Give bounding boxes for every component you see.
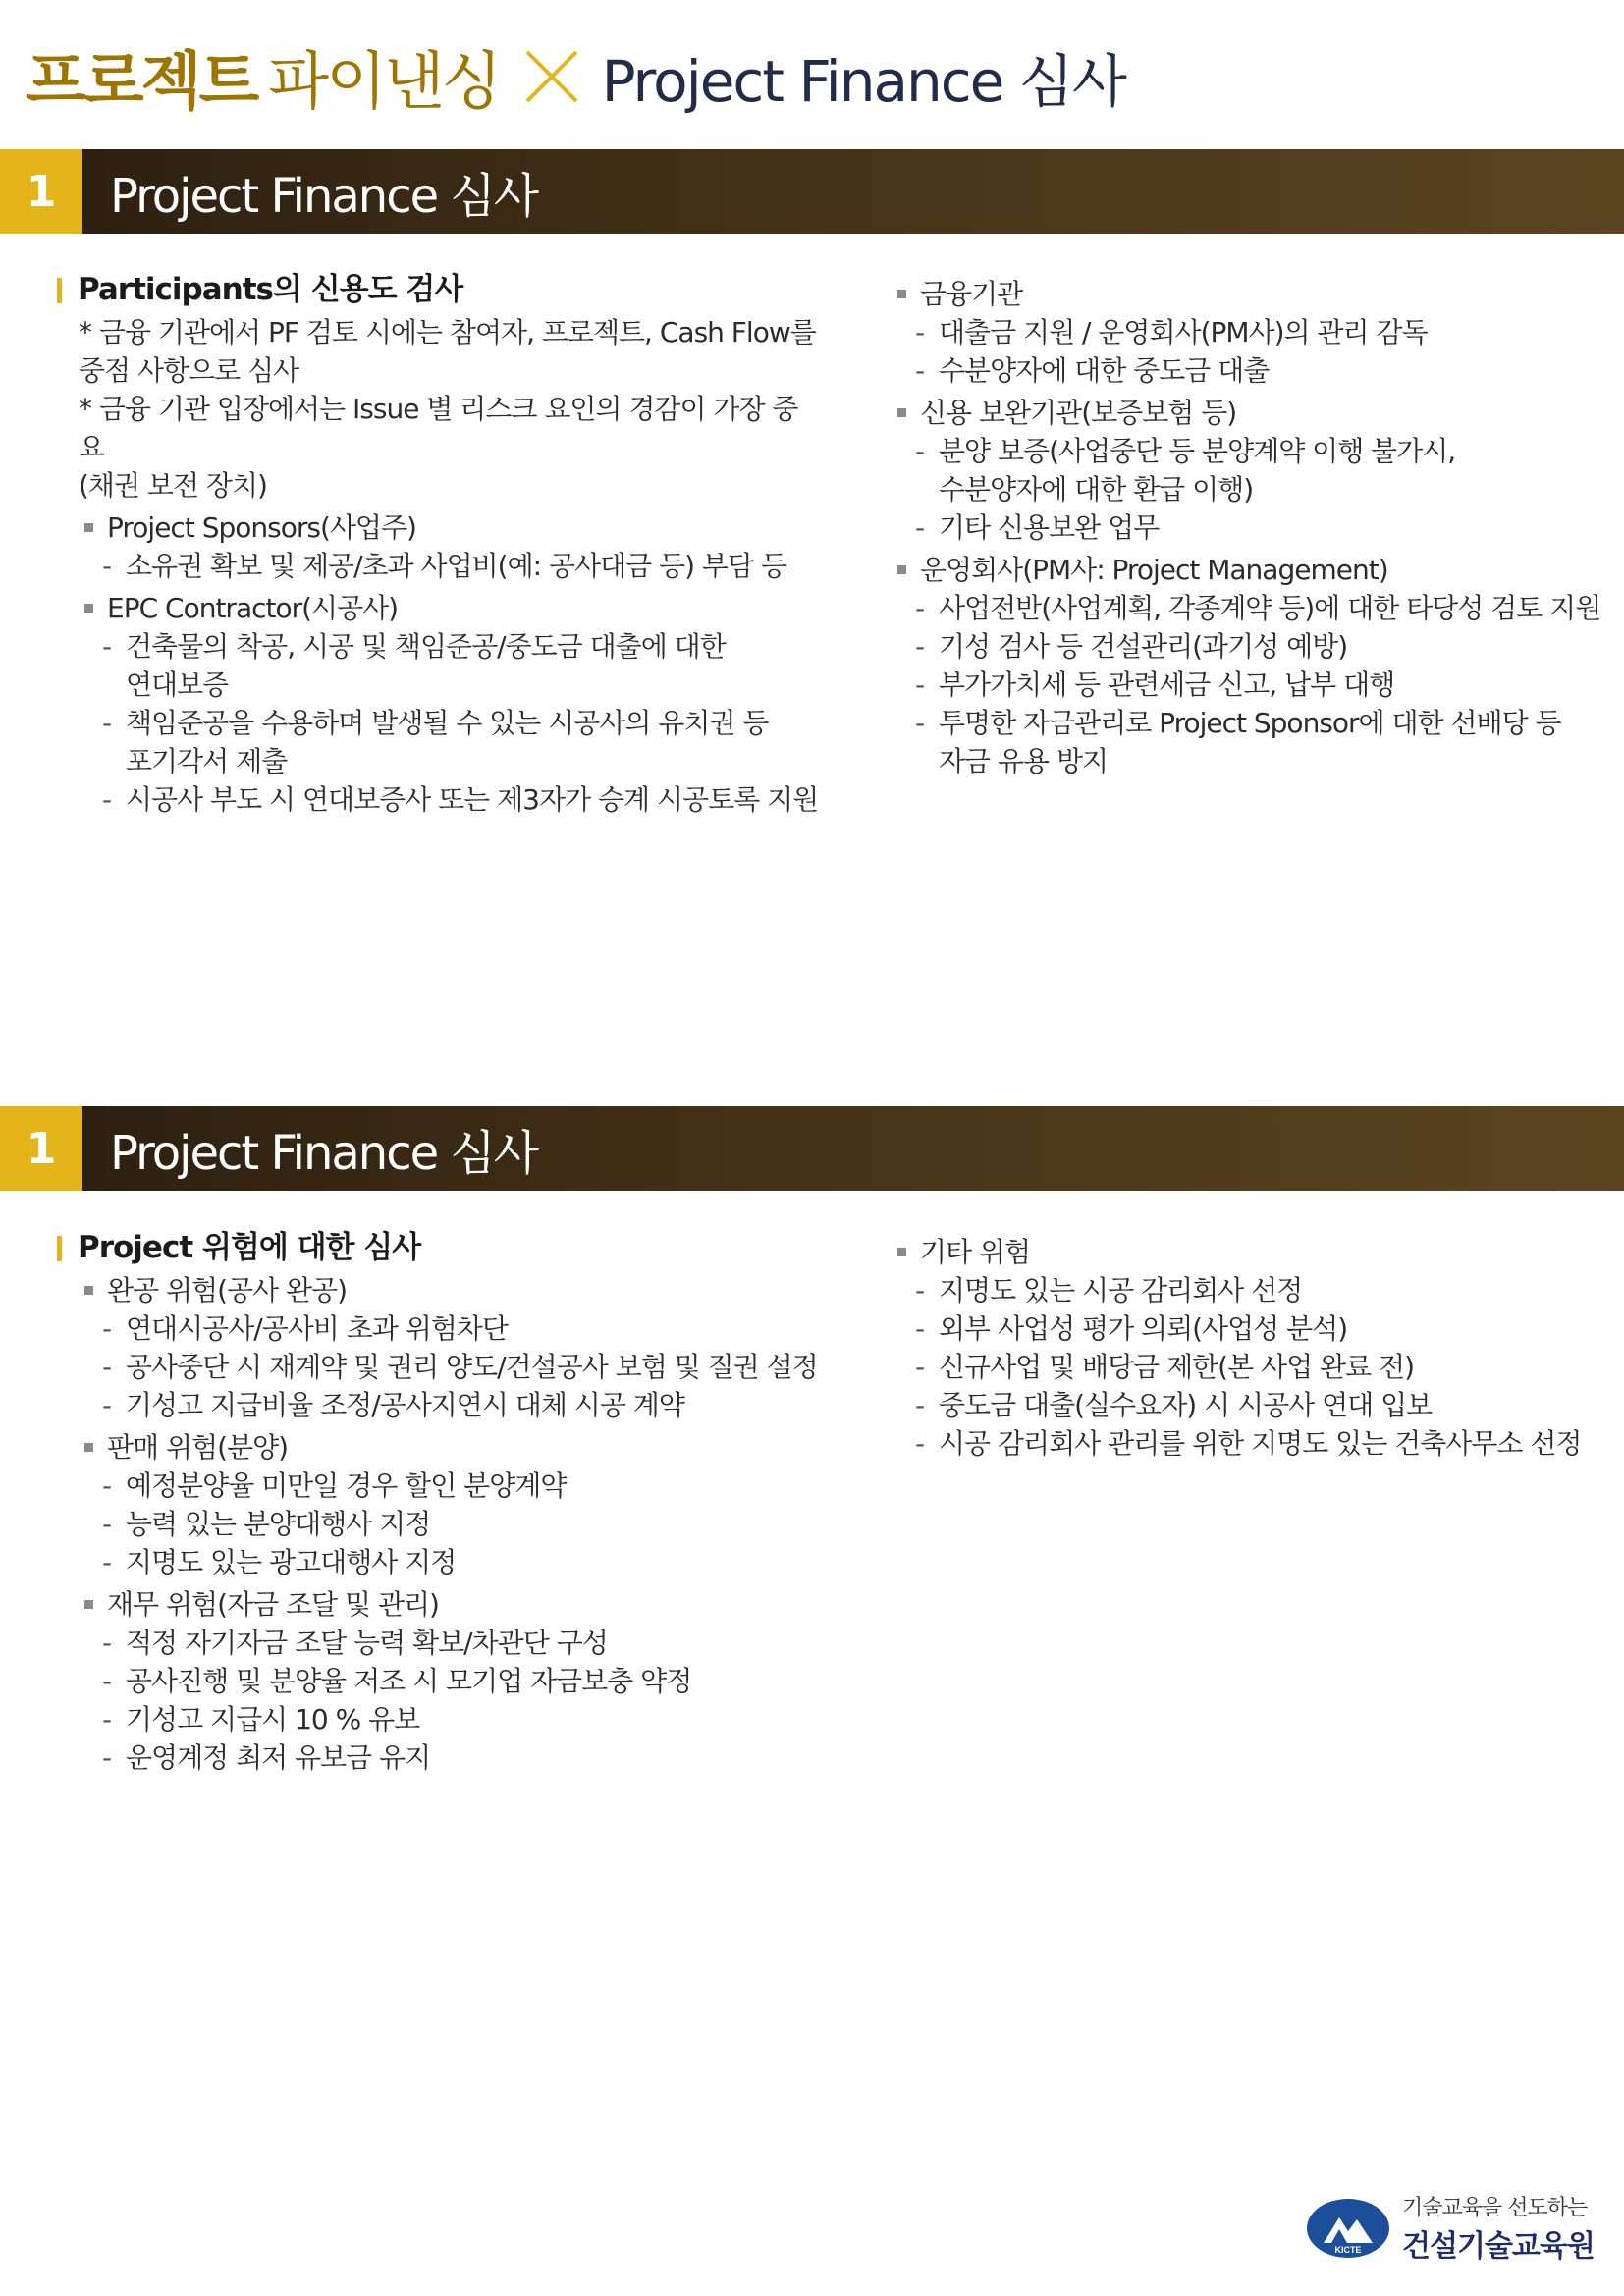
- sub-bullet-text: 건축물의 착공, 시공 및 책임준공/중도금 대출에 대한 연대보증: [126, 630, 726, 701]
- sub-bullet-item: [897, 1348, 1604, 1386]
- note-text: * 금융 기관에서 PF 검토 시에는 참여자, 프로젝트, Cash Flow를 중점 사항으로 심사: [79, 316, 816, 387]
- note-text: * 금융 기관 입장에서는 Issue 별 리스크 요인의 경감이 가장 중요 (채권 보전 장치): [79, 393, 798, 502]
- bullet-label: 운영회사(PM사: Project Management): [920, 554, 1388, 586]
- sub-bullet-item: [57, 627, 823, 704]
- bullet-item: [897, 275, 1604, 313]
- section-heading: [57, 1229, 823, 1267]
- dash-bullet-icon: -: [915, 1312, 925, 1345]
- dash-bullet-icon: -: [102, 1665, 112, 1697]
- dash-bullet-icon: -: [102, 1469, 112, 1502]
- sub-bullet-text: 예정분양율 미만일 경우 할인 분양계약: [126, 1469, 567, 1502]
- cross-icon: [523, 48, 580, 105]
- sub-bullet-item: [57, 547, 823, 585]
- sub-bullet-text: 기성 검사 등 건설관리(과기성 예방): [939, 630, 1348, 663]
- square-bullet-icon: [897, 565, 906, 574]
- bullet-item: [57, 508, 823, 547]
- sub-bullet-text: 시공 감리회사 관리를 위한 지명도 있는 건축사무소 선정: [939, 1427, 1582, 1460]
- sub-bullet-item: [57, 1386, 823, 1424]
- square-bullet-icon: [84, 523, 93, 532]
- sub-bullet-item: [57, 1348, 823, 1386]
- dash-bullet-icon: -: [915, 1274, 925, 1307]
- sub-bullet-item: [57, 1467, 823, 1505]
- sub-bullet-text: 기성고 지급시 10 % 유보: [126, 1703, 420, 1735]
- section1-left-column: [57, 271, 823, 819]
- bullet-item: [897, 551, 1604, 589]
- sub-bullet-text: 사업전반(사업계획, 각종계약 등)에 대한 타당성 검토 지원: [939, 592, 1601, 624]
- bullet-item: [57, 1428, 823, 1467]
- sub-bullet-item: [897, 666, 1604, 704]
- bullet-item: [57, 1271, 823, 1309]
- title-english: Project Finance 심사: [601, 48, 1125, 115]
- dash-bullet-icon: -: [102, 1508, 112, 1540]
- sub-bullet-item: [57, 1662, 823, 1700]
- sub-bullet-item: [57, 1624, 823, 1662]
- sub-bullet-text: 운영계정 최저 유보금 유지: [126, 1741, 431, 1774]
- bullet-label: 완공 위험(공사 완공): [107, 1274, 348, 1307]
- bullet-label: EPC Contractor(시공사): [107, 592, 399, 624]
- organization-logo: [1306, 2191, 1595, 2265]
- sub-bullet-text: 대출금 지원 / 운영회사(PM사)의 관리 감독: [939, 316, 1428, 348]
- bullet-item: [57, 1585, 823, 1624]
- sub-bullet-item: [897, 432, 1604, 508]
- dash-bullet-icon: -: [102, 630, 112, 663]
- logo-slogan: 기술교육을 선도하는: [1402, 2196, 1588, 2220]
- sub-bullet-item: [897, 351, 1604, 390]
- dash-bullet-icon: -: [915, 630, 925, 663]
- kicte-logo-icon: [1306, 2198, 1390, 2259]
- dash-bullet-icon: -: [915, 1389, 925, 1421]
- section-heading: [57, 271, 823, 309]
- section2-left-column: [57, 1229, 823, 1777]
- page-title: [26, 37, 1125, 119]
- sub-bullet-text: 지명도 있는 광고대행사 지정: [126, 1546, 457, 1578]
- dash-bullet-icon: -: [102, 783, 112, 816]
- sub-bullet-text: 능력 있는 분양대행사 지정: [126, 1508, 431, 1540]
- section-title: Project Finance 심사: [82, 1106, 1624, 1191]
- sub-bullet-text: 부가가치세 등 관련세금 신고, 납부 대행: [939, 668, 1395, 701]
- sub-bullet-item: [57, 704, 823, 780]
- dash-bullet-icon: -: [915, 511, 925, 544]
- dash-bullet-icon: -: [915, 1427, 925, 1460]
- section-title: Project Finance 심사: [82, 149, 1624, 234]
- bullet-label: 판매 위험(분양): [107, 1431, 289, 1464]
- bullet-label: 기타 위험: [920, 1236, 1031, 1268]
- dash-bullet-icon: -: [915, 668, 925, 701]
- sub-bullet-text: 기타 신용보완 업무: [939, 511, 1160, 544]
- dash-bullet-icon: -: [102, 1312, 112, 1345]
- dash-bullet-icon: -: [102, 1741, 112, 1774]
- title-bold: 프로젝트: [26, 46, 257, 119]
- square-bullet-icon: [84, 1443, 93, 1452]
- sub-bullet-item: [897, 704, 1604, 780]
- dash-bullet-icon: -: [915, 1351, 925, 1383]
- bullet-item: [897, 1233, 1604, 1271]
- sub-bullet-text: 소유권 확보 및 제공/초과 사업비(예: 공사대금 등) 부담 등: [126, 550, 786, 582]
- dash-bullet-icon: -: [915, 354, 925, 387]
- sub-bullet-item: [897, 589, 1604, 627]
- square-bullet-icon: [84, 604, 93, 613]
- section1-right-column: [897, 271, 1604, 780]
- dash-bullet-icon: -: [915, 707, 925, 739]
- sub-bullet-text: 투명한 자금관리로 Project Sponsor에 대한 선배당 등 자금 유용 방지: [939, 707, 1561, 777]
- square-bullet-icon: [897, 1248, 906, 1256]
- sub-bullet-item: [897, 508, 1604, 547]
- sub-bullet-item: [57, 1738, 823, 1777]
- sub-bullet-text: 적정 자기자금 조달 능력 확보/차관단 구성: [126, 1627, 608, 1659]
- bullet-label: 금융기관: [920, 278, 1023, 310]
- section-number: 1: [0, 149, 82, 234]
- sub-bullet-text: 지명도 있는 시공 감리회사 선정: [939, 1274, 1303, 1307]
- section-header-1: [0, 149, 1624, 234]
- dash-bullet-icon: -: [102, 1351, 112, 1383]
- dash-bullet-icon: -: [102, 1389, 112, 1421]
- sub-bullet-item: [57, 1309, 823, 1348]
- dash-bullet-icon: -: [102, 1627, 112, 1659]
- sub-bullet-item: [897, 1386, 1604, 1424]
- sub-bullet-text: 시공사 부도 시 연대보증사 또는 제3자가 승계 시공토록 지원: [126, 783, 819, 816]
- square-bullet-icon: [897, 290, 906, 298]
- dash-bullet-icon: -: [915, 316, 925, 348]
- heading-accent-bar: [57, 278, 62, 303]
- square-bullet-icon: [897, 408, 906, 417]
- dash-bullet-icon: -: [102, 707, 112, 739]
- sub-bullet-text: 책임준공을 수용하며 발생될 수 있는 시공사의 유치권 등 포기각서 제출: [126, 707, 769, 777]
- sub-bullet-text: 신규사업 및 배당금 제한(본 사업 완료 전): [939, 1351, 1415, 1383]
- dash-bullet-icon: -: [915, 592, 925, 624]
- section-number: 1: [0, 1106, 82, 1191]
- sub-bullet-text: 중도금 대출(실수요자) 시 시공사 연대 입보: [939, 1389, 1433, 1421]
- heading-text: Participants의 신용도 검사: [78, 272, 463, 307]
- section2-right-column: [897, 1229, 1604, 1463]
- bullet-label: Project Sponsors(사업주): [107, 511, 416, 544]
- bullet-item: [897, 394, 1604, 432]
- dash-bullet-icon: -: [102, 550, 112, 582]
- sub-bullet-text: 기성고 지급비율 조정/공사지연시 대체 시공 계약: [126, 1389, 684, 1421]
- sub-bullet-text: 외부 사업성 평가 의뢰(사업성 분석): [939, 1312, 1348, 1345]
- heading-text: Project 위험에 대한 심사: [78, 1230, 421, 1265]
- sub-bullet-text: 공사진행 및 분양율 저조 시 모기업 자금보충 약정: [126, 1665, 692, 1697]
- sub-bullet-item: [57, 1700, 823, 1738]
- sub-bullet-item: [897, 1309, 1604, 1348]
- sub-bullet-item: [57, 780, 823, 819]
- bullet-label: 신용 보완기관(보증보험 등): [920, 397, 1237, 429]
- sub-bullet-item: [897, 627, 1604, 666]
- sub-bullet-text: 공사중단 시 재계약 및 권리 양도/건설공사 보험 및 질권 설정: [126, 1351, 818, 1383]
- square-bullet-icon: [84, 1600, 93, 1609]
- bullet-item: [57, 589, 823, 627]
- svg-text:KICTE: KICTE: [1334, 2244, 1362, 2255]
- sub-bullet-item: [57, 1505, 823, 1543]
- heading-accent-bar: [57, 1236, 62, 1261]
- sub-bullet-item: [897, 1271, 1604, 1309]
- dash-bullet-icon: -: [102, 1703, 112, 1735]
- sub-bullet-text: 분양 보증(사업중단 등 분양계약 이행 불가시, 수분양자에 대한 환급 이행): [939, 435, 1456, 506]
- logo-org-name: 건설기술교육원: [1402, 2229, 1595, 2264]
- bullet-label: 재무 위험(자금 조달 및 관리): [107, 1588, 439, 1621]
- sub-bullet-text: 연대시공사/공사비 초과 위험차단: [126, 1312, 508, 1345]
- section-header-2: [0, 1106, 1624, 1191]
- sub-bullet-item: [897, 313, 1604, 351]
- title-light: 파이낸싱: [268, 46, 500, 119]
- dash-bullet-icon: -: [915, 435, 925, 467]
- sub-bullet-text: 수분양자에 대한 중도금 대출: [939, 354, 1270, 387]
- dash-bullet-icon: -: [102, 1546, 112, 1578]
- sub-bullet-item: [897, 1424, 1604, 1463]
- square-bullet-icon: [84, 1286, 93, 1295]
- sub-bullet-item: [57, 1543, 823, 1581]
